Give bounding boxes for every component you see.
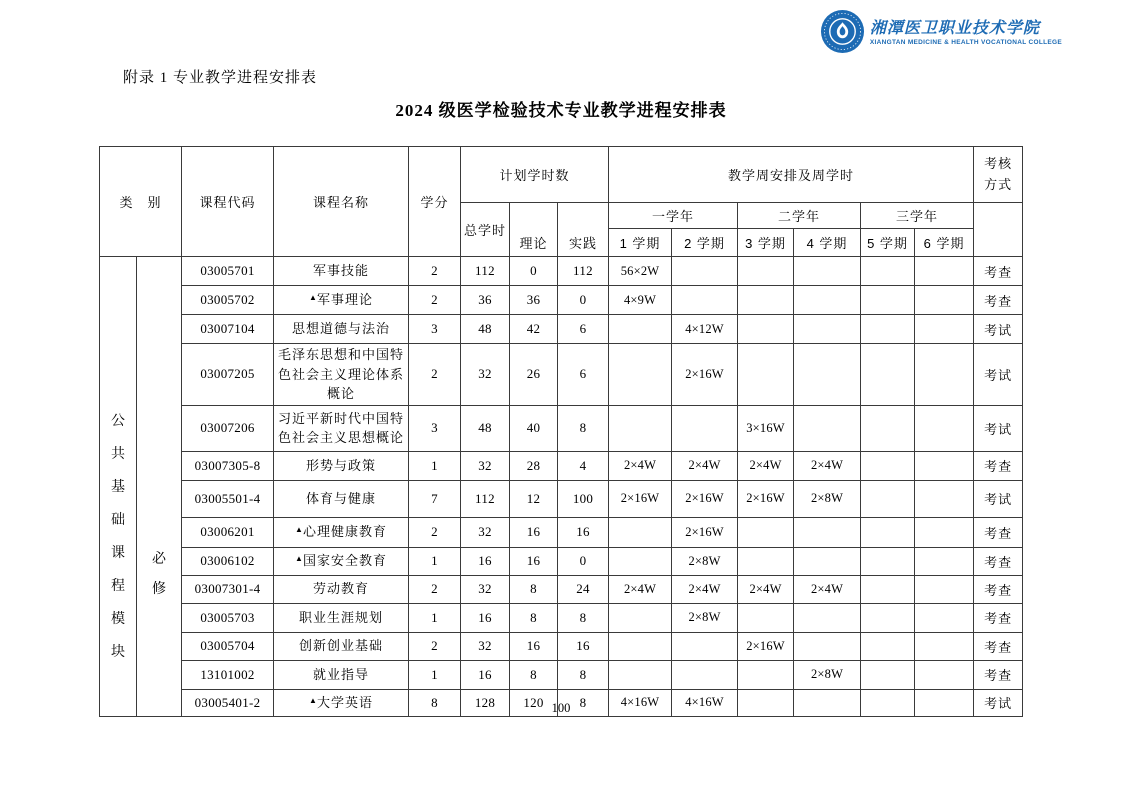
course-code: 03007301-4: [182, 575, 274, 603]
course-code: 03006102: [182, 547, 274, 575]
course-name-text: 劳动教育: [313, 581, 370, 597]
core-course-mark: ▲: [309, 293, 317, 303]
semester-6-hours: [915, 575, 974, 603]
credits-value: 2: [409, 575, 461, 603]
total-hours-value: 32: [461, 517, 510, 547]
credits-value: 3: [409, 315, 461, 344]
credits-value: 7: [409, 480, 461, 517]
course-name-text: 大学英语: [316, 694, 373, 710]
semester-3-hours: [738, 517, 794, 547]
credits-value: 1: [409, 547, 461, 575]
course-name: [274, 451, 409, 480]
total-hours-value: 112: [461, 480, 510, 517]
course-name-text: 心理健康教育: [302, 524, 387, 540]
theory-hours-value: 42: [510, 315, 558, 344]
semester-5-hours: [861, 632, 915, 660]
course-row: [100, 257, 1023, 286]
assessment-method: 考试: [974, 315, 1023, 344]
semester-4-hours: 2×4W: [794, 575, 861, 603]
theory-hours-value: 12: [510, 480, 558, 517]
semester-6-hours: [915, 451, 974, 480]
course-code: 03007205: [182, 344, 274, 406]
course-row: [100, 603, 1023, 632]
course-code: 03005401-2: [182, 689, 274, 716]
practice-hours-value: 6: [558, 344, 609, 406]
total-hours-value: 32: [461, 344, 510, 406]
credits-value: 2: [409, 344, 461, 406]
college-emblem-icon: [820, 9, 865, 54]
assessment-method: 考试: [974, 689, 1023, 716]
semester-6-hours: [915, 257, 974, 286]
header-semester-5: 5 学期: [861, 229, 915, 257]
course-name-text: 形势与政策: [306, 457, 377, 473]
course-name-text: 毛泽东思想和中国特色社会主义理论体系概论: [278, 347, 405, 401]
semester-3-hours: [738, 344, 794, 406]
semester-6-hours: [915, 660, 974, 689]
semester-4-hours: [794, 405, 861, 451]
theory-hours-value: 16: [510, 632, 558, 660]
credits-value: 1: [409, 660, 461, 689]
credits-value: 2: [409, 286, 461, 315]
practice-hours-value: 4: [558, 451, 609, 480]
course-name-text: 国家安全教育: [302, 553, 387, 569]
credits-value: 2: [409, 632, 461, 660]
college-name-block: [870, 9, 1062, 46]
header-credits: 学分: [409, 147, 461, 257]
course-row: [100, 632, 1023, 660]
course-name: [274, 547, 409, 575]
semester-1-hours: [609, 660, 672, 689]
practice-hours-value: 16: [558, 517, 609, 547]
course-name: [274, 660, 409, 689]
header-semester-3: 3 学期: [738, 229, 794, 257]
course-code: 03007104: [182, 315, 274, 344]
semester-4-hours: [794, 603, 861, 632]
semester-6-hours: [915, 547, 974, 575]
practice-hours-value: 8: [558, 660, 609, 689]
semester-6-hours: [915, 344, 974, 406]
total-hours-value: 16: [461, 547, 510, 575]
semester-5-hours: [861, 660, 915, 689]
practice-hours-value: 24: [558, 575, 609, 603]
semester-1-hours: [609, 603, 672, 632]
course-name: [274, 405, 409, 451]
practice-hours-value: 6: [558, 315, 609, 344]
course-row: [100, 451, 1023, 480]
course-name: [274, 632, 409, 660]
semester-2-hours: 2×8W: [672, 603, 738, 632]
semester-2-hours: [672, 405, 738, 451]
appendix-label: 附录 1 专业教学进程安排表: [123, 70, 318, 86]
semester-1-hours: [609, 547, 672, 575]
header-semester-6: 6 学期: [915, 229, 974, 257]
course-row: [100, 575, 1023, 603]
total-hours-value: 16: [461, 660, 510, 689]
header-year-2: 二学年: [738, 203, 861, 229]
semester-6-hours: [915, 405, 974, 451]
header-semester-4: 4 学期: [794, 229, 861, 257]
course-row: [100, 315, 1023, 344]
semester-6-hours: [915, 632, 974, 660]
semester-3-hours: [738, 257, 794, 286]
core-course-mark: ▲: [295, 554, 303, 564]
semester-2-hours: 2×16W: [672, 344, 738, 406]
course-name-text: 思想道德与法治: [292, 321, 391, 337]
credits-value: 8: [409, 689, 461, 716]
theory-hours-value: 16: [510, 517, 558, 547]
semester-2-hours: 2×4W: [672, 575, 738, 603]
semester-4-hours: [794, 257, 861, 286]
semester-5-hours: [861, 575, 915, 603]
assessment-method: 考查: [974, 257, 1023, 286]
semester-4-hours: 2×4W: [794, 451, 861, 480]
semester-2-hours: 2×4W: [672, 451, 738, 480]
semester-4-hours: [794, 517, 861, 547]
credits-value: 3: [409, 405, 461, 451]
semester-2-hours: 2×8W: [672, 547, 738, 575]
semester-4-hours: [794, 632, 861, 660]
course-row: [100, 286, 1023, 315]
assessment-method: 考查: [974, 286, 1023, 315]
practice-hours-value: 16: [558, 632, 609, 660]
semester-1-hours: 4×9W: [609, 286, 672, 315]
semester-2-hours: 4×16W: [672, 689, 738, 716]
teaching-schedule-table: [99, 146, 1023, 717]
semester-3-hours: [738, 660, 794, 689]
semester-1-hours: 4×16W: [609, 689, 672, 716]
header-semester-1: 1 学期: [609, 229, 672, 257]
semester-2-hours: 4×12W: [672, 315, 738, 344]
course-name-text: 军事技能: [313, 263, 370, 279]
semester-5-hours: [861, 405, 915, 451]
semester-5-hours: [861, 517, 915, 547]
theory-hours-value: 8: [510, 660, 558, 689]
course-code: 03005702: [182, 286, 274, 315]
total-hours-value: 48: [461, 405, 510, 451]
semester-2-hours: [672, 632, 738, 660]
total-hours-value: 32: [461, 632, 510, 660]
theory-hours-value: 36: [510, 286, 558, 315]
course-row: [100, 344, 1023, 406]
theory-hours-value: 8: [510, 603, 558, 632]
semester-3-hours: 3×16W: [738, 405, 794, 451]
course-row: [100, 517, 1023, 547]
theory-hours-value: 28: [510, 451, 558, 480]
header-category: 类 别: [100, 147, 182, 257]
semester-1-hours: [609, 517, 672, 547]
course-code: 03005704: [182, 632, 274, 660]
required-type-label: 必修: [152, 550, 166, 596]
course-name-text: 习近平新时代中国特色社会主义思想概论: [278, 410, 405, 445]
semester-4-hours: [794, 344, 861, 406]
header-course-code: 课程代码: [182, 147, 274, 257]
semester-3-hours: [738, 603, 794, 632]
theory-hours-value: 8: [510, 575, 558, 603]
header-assessment-line2: 方式: [984, 176, 1013, 192]
course-name-text: 职业生涯规划: [299, 609, 384, 625]
course-row: [100, 480, 1023, 517]
header-weekly-schedule: 教学周安排及周学时: [609, 147, 974, 203]
practice-hours-value: 100: [558, 480, 609, 517]
assessment-method: 考查: [974, 547, 1023, 575]
practice-hours-value: 0: [558, 286, 609, 315]
semester-1-hours: 2×4W: [609, 451, 672, 480]
theory-hours-value: 26: [510, 344, 558, 406]
semester-1-hours: [609, 632, 672, 660]
course-name: [274, 480, 409, 517]
course-code: 03005701: [182, 257, 274, 286]
course-row: [100, 547, 1023, 575]
semester-3-hours: 2×16W: [738, 480, 794, 517]
total-hours-value: 36: [461, 286, 510, 315]
semester-4-hours: [794, 315, 861, 344]
credits-value: 2: [409, 517, 461, 547]
table-header-row-1: [100, 147, 1023, 203]
college-name-cn: 湘潭医卫职业技术学院: [869, 20, 1040, 37]
semester-5-hours: [861, 451, 915, 480]
semester-2-hours: [672, 660, 738, 689]
semester-1-hours: 2×16W: [609, 480, 672, 517]
header-assessment-line1: 考核: [984, 156, 1013, 172]
total-hours-value: 16: [461, 603, 510, 632]
semester-3-hours: 2×16W: [738, 632, 794, 660]
theory-hours-value: 40: [510, 405, 558, 451]
core-course-mark: ▲: [309, 695, 317, 705]
assessment-method: 考查: [974, 575, 1023, 603]
header-assessment: [974, 147, 1023, 203]
college-logo: [820, 9, 1062, 54]
course-code: 03007305-8: [182, 451, 274, 480]
course-name-text: 军事理论: [316, 292, 373, 308]
practice-hours-value: 8: [558, 689, 609, 716]
course-name: [274, 257, 409, 286]
header-assessment-spacer: [974, 203, 1023, 257]
header-theory: 理论: [510, 203, 558, 257]
assessment-method: 考查: [974, 632, 1023, 660]
total-hours-value: 32: [461, 451, 510, 480]
theory-hours-value: 120: [510, 689, 558, 716]
header-year-3: 三学年: [861, 203, 974, 229]
header-year-1: 一学年: [609, 203, 738, 229]
module-label: 公共基础课程模块: [111, 412, 125, 659]
semester-5-hours: [861, 480, 915, 517]
semester-3-hours: [738, 547, 794, 575]
practice-hours-value: 8: [558, 603, 609, 632]
semester-4-hours: [794, 547, 861, 575]
semester-5-hours: [861, 286, 915, 315]
course-name: [274, 344, 409, 406]
header-course-name: 课程名称: [274, 147, 409, 257]
course-code: 13101002: [182, 660, 274, 689]
header-practice: 实践: [558, 203, 609, 257]
semester-1-hours: 2×4W: [609, 575, 672, 603]
practice-hours-value: 8: [558, 405, 609, 451]
semester-5-hours: [861, 603, 915, 632]
credits-value: 2: [409, 257, 461, 286]
semester-4-hours: 2×8W: [794, 660, 861, 689]
semester-1-hours: [609, 344, 672, 406]
semester-4-hours: [794, 286, 861, 315]
semester-2-hours: 2×16W: [672, 517, 738, 547]
course-name-text: 体育与健康: [306, 490, 377, 506]
practice-hours-value: 0: [558, 547, 609, 575]
semester-2-hours: [672, 257, 738, 286]
semester-5-hours: [861, 547, 915, 575]
course-name: [274, 517, 409, 547]
page-number: 100: [551, 701, 571, 715]
course-row: [100, 405, 1023, 451]
category-type-cell: [137, 257, 182, 717]
page-title: 2024 级医学检验技术专业教学进程安排表: [395, 101, 727, 120]
assessment-method: 考查: [974, 517, 1023, 547]
semester-1-hours: [609, 405, 672, 451]
total-hours-value: 48: [461, 315, 510, 344]
header-semester-2: 2 学期: [672, 229, 738, 257]
semester-3-hours: [738, 286, 794, 315]
header-total-hours: 总学时: [461, 203, 510, 257]
practice-hours-value: 112: [558, 257, 609, 286]
semester-6-hours: [915, 480, 974, 517]
semester-5-hours: [861, 344, 915, 406]
college-name-en: XIANGTAN MEDICINE & HEALTH VOCATIONAL COLLEGE: [869, 39, 1062, 46]
assessment-method: 考查: [974, 660, 1023, 689]
theory-hours-value: 16: [510, 547, 558, 575]
assessment-method: 考查: [974, 451, 1023, 480]
course-row: [100, 660, 1023, 689]
course-name-text: 创新创业基础: [299, 638, 384, 654]
credits-value: 1: [409, 451, 461, 480]
semester-1-hours: [609, 315, 672, 344]
core-course-mark: ▲: [295, 525, 303, 535]
semester-2-hours: 2×16W: [672, 480, 738, 517]
credits-value: 1: [409, 603, 461, 632]
semester-3-hours: [738, 315, 794, 344]
course-name-text: 就业指导: [313, 666, 370, 682]
course-name: [274, 286, 409, 315]
semester-6-hours: [915, 517, 974, 547]
assessment-method: 考试: [974, 405, 1023, 451]
semester-2-hours: [672, 286, 738, 315]
course-name: [274, 575, 409, 603]
theory-hours-value: 0: [510, 257, 558, 286]
assessment-method: 考试: [974, 344, 1023, 406]
total-hours-value: 128: [461, 689, 510, 716]
assessment-method: 考查: [974, 603, 1023, 632]
course-name: [274, 603, 409, 632]
category-module-cell: [100, 257, 137, 717]
semester-3-hours: 2×4W: [738, 575, 794, 603]
course-code: 03007206: [182, 405, 274, 451]
total-hours-value: 32: [461, 575, 510, 603]
semester-4-hours: 2×8W: [794, 480, 861, 517]
semester-1-hours: 56×2W: [609, 257, 672, 286]
semester-6-hours: [915, 315, 974, 344]
semester-5-hours: [861, 257, 915, 286]
assessment-method: 考试: [974, 480, 1023, 517]
semester-6-hours: [915, 603, 974, 632]
course-code: 03005703: [182, 603, 274, 632]
total-hours-value: 112: [461, 257, 510, 286]
header-planned-hours: 计划学时数: [461, 147, 609, 203]
course-name: [274, 315, 409, 344]
semester-5-hours: [861, 315, 915, 344]
course-code: 03005501-4: [182, 480, 274, 517]
semester-3-hours: 2×4W: [738, 451, 794, 480]
course-code: 03006201: [182, 517, 274, 547]
semester-6-hours: [915, 286, 974, 315]
